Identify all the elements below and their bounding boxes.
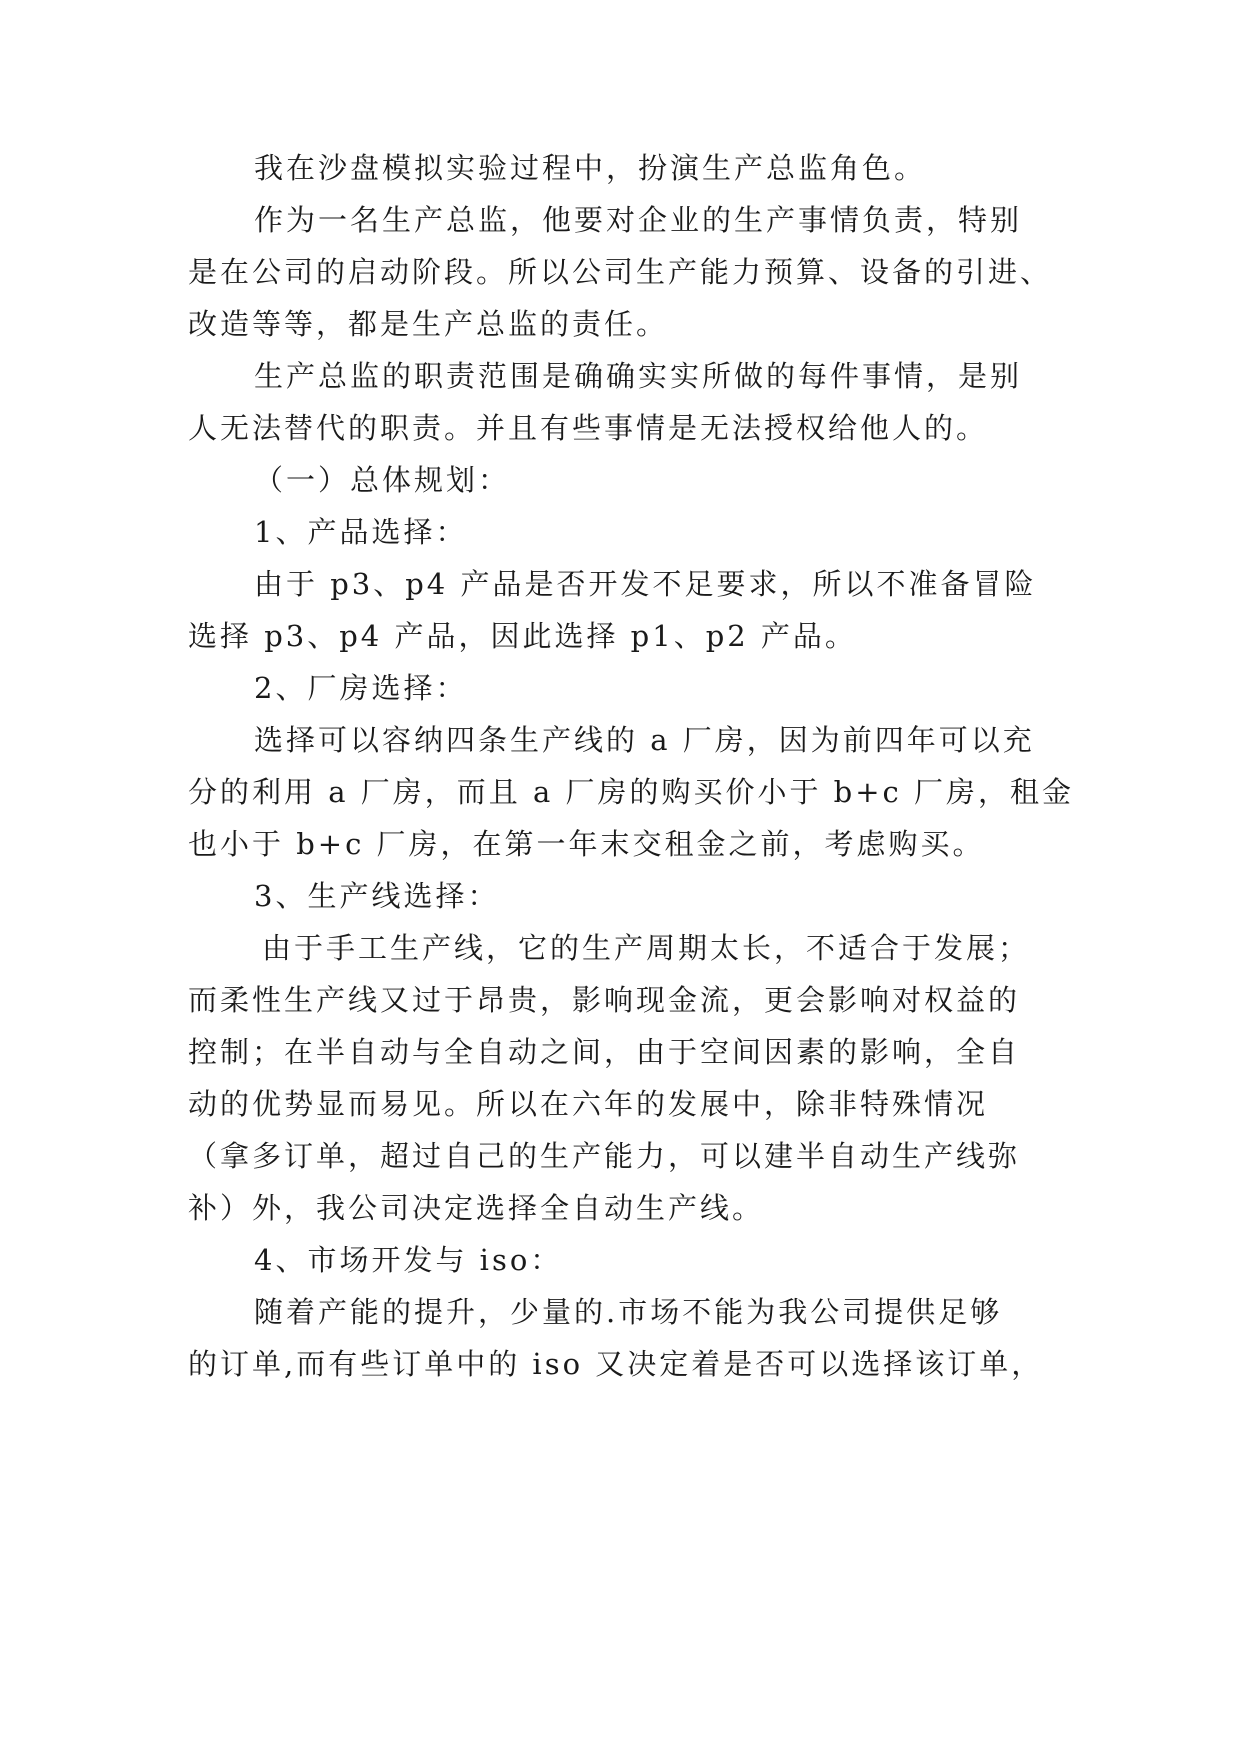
subsection-heading: 2、厂房选择：	[254, 671, 468, 705]
paragraph-line: 分的利用 a 厂房，而且 a 厂房的购买价小于 b+c 厂房，租金	[188, 775, 1074, 809]
paragraph-line: 由于 p3、p4 产品是否开发不足要求，所以不准备冒险	[254, 567, 1037, 601]
paragraph-line: 而柔性生产线又过于昂贵，影响现金流，更会影响对权益的	[188, 983, 1021, 1017]
subsection-heading: 3、生产线选择：	[254, 879, 500, 913]
paragraph-line: 人无法替代的职责。并且有些事情是无法授权给他人的。	[188, 411, 989, 445]
paragraph-line: 改造等等，都是生产总监的责任。	[188, 307, 669, 341]
paragraph-line: 由于手工生产线，它的生产周期太长，不适合于发展；	[262, 931, 1031, 965]
paragraph-line: 补）外，我公司决定选择全自动生产线。	[188, 1191, 765, 1225]
paragraph-line: 作为一名生产总监，他要对企业的生产事情负责，特别	[254, 203, 1023, 237]
paragraph-line: 也小于 b+c 厂房，在第一年末交租金之前，考虑购买。	[188, 827, 985, 861]
paragraph-line: 动的优势显而易见。所以在六年的发展中，除非特殊情况	[188, 1087, 989, 1121]
subsection-heading: 4、市场开发与 iso：	[254, 1243, 563, 1277]
paragraph-line: 是在公司的启动阶段。所以公司生产能力预算、设备的引进、	[188, 255, 1053, 289]
subsection-heading: 1、产品选择：	[254, 515, 468, 549]
paragraph-line: 控制；在半自动与全自动之间，由于空间因素的影响，全自	[188, 1035, 1021, 1069]
paragraph-line: （拿多订单，超过自己的生产能力，可以建半自动生产线弥	[188, 1139, 1021, 1173]
paragraph-line: 选择 p3、p4 产品，因此选择 p1、p2 产品。	[188, 619, 857, 653]
section-heading: （一）总体规划：	[254, 463, 511, 497]
paragraph-line: 的订单,而有些订单中的 iso 又决定着是否可以选择该订单，	[188, 1347, 1044, 1381]
paragraph-intro: 我在沙盘模拟实验过程中，扮演生产总监角色。	[254, 151, 927, 185]
paragraph-line: 选择可以容纳四条生产线的 a 厂房，因为前四年可以充	[254, 723, 1035, 757]
paragraph-line: 生产总监的职责范围是确确实实所做的每件事情，是别	[254, 359, 1023, 393]
paragraph-line: 随着产能的提升，少量的.市场不能为我公司提供足够	[254, 1295, 1003, 1329]
